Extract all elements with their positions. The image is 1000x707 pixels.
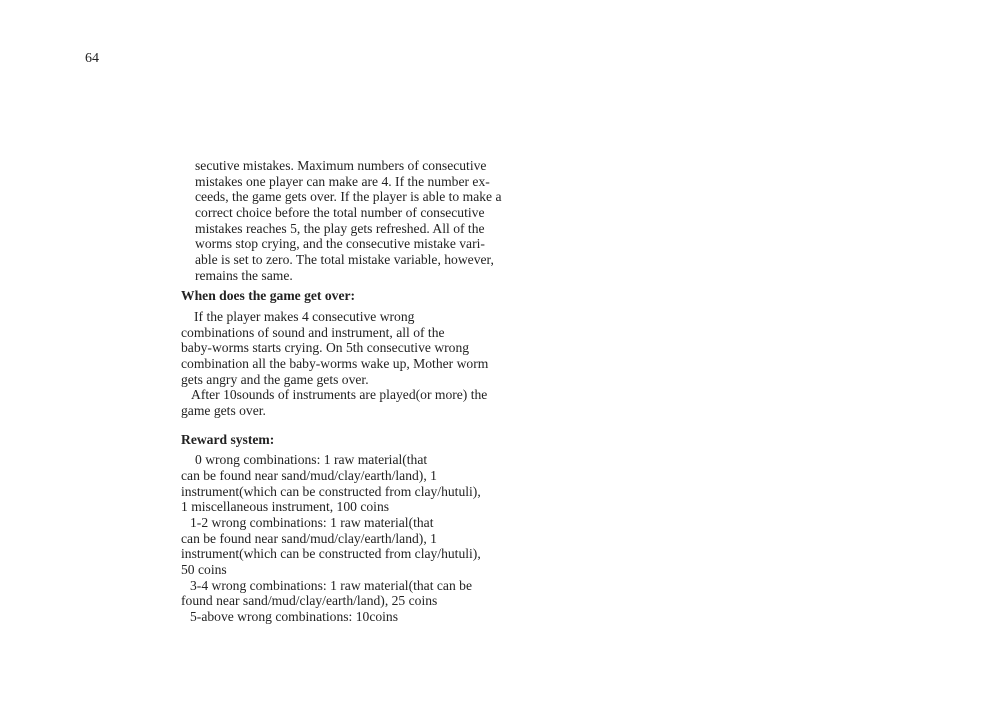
intro-line: secutive mistakes. Maximum numbers of consecutive [195,158,487,173]
reward-line: instrument(which can be constructed from clay/hutuli), [181,484,481,499]
reward-line: 50 coins [181,562,227,577]
reward-line: 1 miscellaneous instrument, 100 coins [181,499,390,514]
game-over-heading: When does the game get over: [181,288,356,303]
reward-line: found near sand/mud/clay/earth/land), 25 coins [181,593,438,608]
game-over-line: After 10sounds of instruments are played(or more) the [191,387,488,402]
intro-line: worms stop crying, and the consecutive mistake vari- [195,236,485,251]
game-over-line: combination all the baby-worms wake up, Mother worm [181,356,489,371]
intro-line: mistakes one player can make are 4. If the number ex- [195,174,490,189]
reward-line: 3-4 wrong combinations: 1 raw material(that can be [190,578,472,593]
reward-line: 1-2 wrong combinations: 1 raw material(that [190,515,434,530]
reward-heading: Reward system: [181,432,275,447]
intro-line: mistakes reaches 5, the play gets refreshed. All of the [195,221,485,236]
game-over-line: combinations of sound and instrument, all of the [181,325,445,340]
intro-line: correct choice before the total number of consecutive [195,205,485,220]
game-over-line: If the player makes 4 consecutive wrong [194,309,415,324]
reward-line: can be found near sand/mud/clay/earth/land), 1 [181,468,437,483]
game-over-line: gets angry and the game gets over. [181,372,369,387]
reward-line: instrument(which can be constructed from clay/hutuli), [181,546,481,561]
intro-line: remains the same. [195,268,293,283]
game-over-line: game gets over. [181,403,266,418]
reward-line: 5-above wrong combinations: 10coins [190,609,399,624]
reward-line: can be found near sand/mud/clay/earth/land), 1 [181,531,437,546]
page-number: 64 [85,51,99,66]
intro-line: ceeds, the game gets over. If the player is able to make a [195,189,502,204]
intro-line: able is set to zero. The total mistake variable, however, [195,252,494,267]
game-over-line: baby-worms starts crying. On 5th consecutive wrong [181,340,470,355]
reward-line: 0 wrong combinations: 1 raw material(that [195,452,428,467]
